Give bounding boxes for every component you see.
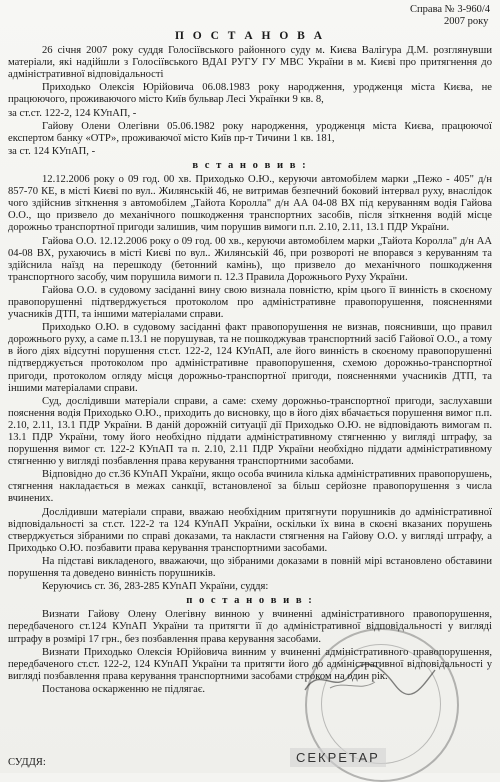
person2-paragraph: Гайову Олени Олегівни 05.06.1982 року народження, уродженця міста Києва, працюючої експертом банку «ОТР», проживаючої місто Київ пр-т Тичини 1 кв. 181,	[8, 120, 492, 144]
resolution-2: Визнати Приходько Олексія Юрійовича винним у вчиненні адміністративного правопорушення, передбаченого ст.ст. 122-2, 124 КУпАП України та притягти його до адміністративної відповідальності у вигляді позбавлення права керування транспортними засобами строком на один рік.	[8, 646, 492, 682]
paragraph-9: Керуючись ст. 36, 283-285 КУпАП України, суддя:	[42, 581, 269, 593]
intro-paragraph: 26 січня 2007 року суддя Голосіївського районного суду м. Києва Валігура Д.М. розглянувши матеріали, які надійшли з Голосіївського ВДАІ РУГУ ГУ МВС України в м. Києві про притягнення до адміністративної відповідальності	[8, 45, 492, 81]
case-reference	[410, 4, 490, 28]
paragraph-5: Суд, дослідивши матеріали справи, а саме: схему дорожньо-транспортної пригоди, заслухавши пояснення водія Приходько О.Ю., приходить до висновку, що в його діях вбачається порушення вимог п.п. 2.10, 2.11, 13.1 ПДР України. В даній дорожній ситуації дії Приходько О.Ю. не відповідають вимогам п. 13.1 ПДР України, тому його необхідно піддати адміністративному стягненню у вигляді штрафу, за порушення вимог ст. 122-2 КУпАП та п. 2.10, 2.11 ПДР України необхідно піддати адміністративному стягненню у вигляді позбавлення права керування транспортними засобами.	[8, 395, 492, 468]
resolution-1: Визнати Гайову Олену Олегівну винною у вчиненні адміністративного правопорушення, передбаченого ст.124 КУпАП України та притягти її до адміністративної відповідальності у вигляді штрафу в розмірі 17 грн., без позбавлення права керування засобами.	[8, 609, 492, 645]
person1-paragraph: Приходько Олексія Юрійовича 06.08.1983 року народження, уродженця міста Києва, не працюючого, проживаючого місто Київ бульвар Лесі Українки 9 кв. 8,	[8, 82, 492, 106]
document-title: П О С Т А Н О В А	[174, 30, 326, 42]
established-paragraph-1: 12.12.2006 року о 09 год. 00 хв. Приходько О.Ю., керуючи автомобілем марки „Пежо - 405" д/н 857-70 КЕ, в місті Києві по вул.. Жилянській 46, не витримав безпечний боковий інтервал руху, внаслідок чого здійснив зіткнення з автомобілем „Тайота Королла" д/н АА 04-08 ВХ під керуванням водія Гайова О.О., що призвело до механічного пошкодження транспортних засобів, після зіткнення водій місце дорожньо транспортної пригоди залишив, чим порушив вимоги п.п. 2.10, 2.11, 13.1 ПДР України.	[8, 174, 492, 234]
person2-articles: за ст. 124 КУпАП, -	[8, 145, 96, 157]
person1-articles: за ст.ст. 122-2, 124 КУпАП, -	[8, 107, 137, 119]
case-year: 2007 року	[444, 16, 489, 27]
established-heading: в с т а н о в и в :	[192, 159, 308, 171]
established-paragraph-2: Гайова О.О. 12.12.2006 року о 09 год. 00 хв., керуючи автомобілем марки „Тайота Королла" д/н АА 04-08 ВХ, рухаючись в місті Києві по вул.. Жилянській 46, при розвороті не впорався з керуванням та здійснила наїзд на перешкоду (бетонний камінь), що призвело до механічного пошкодження транспортного засобу, чим порушила вимоги п. 12.3 Правила Дорожнього Руху України.	[8, 235, 492, 283]
resolution-3: Постанова оскарженню не підлягає.	[42, 683, 206, 695]
case-number: Справа № 3-960/4	[410, 4, 490, 15]
paragraph-4: Приходько О.Ю. в судовому засіданні факт правопорушення не визнав, пояснивши, що правил дорожнього руху, а саме п.13.1 не порушував, та не пошкоджував транспортний засіб Гайової О.О., а тому в його діях відсутні порушення ст.ст. 122-2, 124 КУпАП, але його винність в скоєному правопорушенні підтверджується протоколом про адміністративне правопорушення, схемою дорожньо-транспортної пригоди, протоколом огляду місця дорожньо-транспортної пригоди, поясненнями учасників ДТП, та іншими матеріалами справи.	[8, 322, 492, 394]
paragraph-6: Відповідно до ст.36 КУпАП України, якщо особа вчинила кілька адміністративних правопорушень, стягнення накладається в межах санкції, встановленої за більш серйозне правопорушення з числа вчинених.	[8, 469, 492, 505]
secretary-stamp: СЕКРЕТАР	[290, 748, 386, 767]
paragraph-3: Гайова О.О. в судовому засіданні вину свою визнала повністю, крім цього її винність в скоєному правопорушенні підтверджується протоколом про адміністративне правопорушення, поясненнями учасників ДТП, та іншими матеріалами справи.	[8, 284, 492, 321]
judge-label: СУДДЯ:	[8, 757, 46, 768]
document-body	[8, 30, 492, 697]
resolved-heading: п о с т а н о в и в :	[186, 595, 314, 607]
paragraph-7: Дослідивши матеріали справи, вважаю необхідним притягнути порушників до адміністративної відповідальності за ст.ст. 122-2 та 124 КУпАП України, оскільки їх вина в скоєні вказаних порушень стверджується зібраними по справі доказами, та накласти стягнення на Гайову О.О. у вигляді штрафу, а Приходько О.Ю. позбавити права керування транспортними засобами.	[8, 506, 492, 554]
paragraph-8: На підставі викладеного, вважаючи, що зібраними доказами в повній мірі встановлено обставини порушення та доведено винність порушників.	[8, 555, 492, 580]
